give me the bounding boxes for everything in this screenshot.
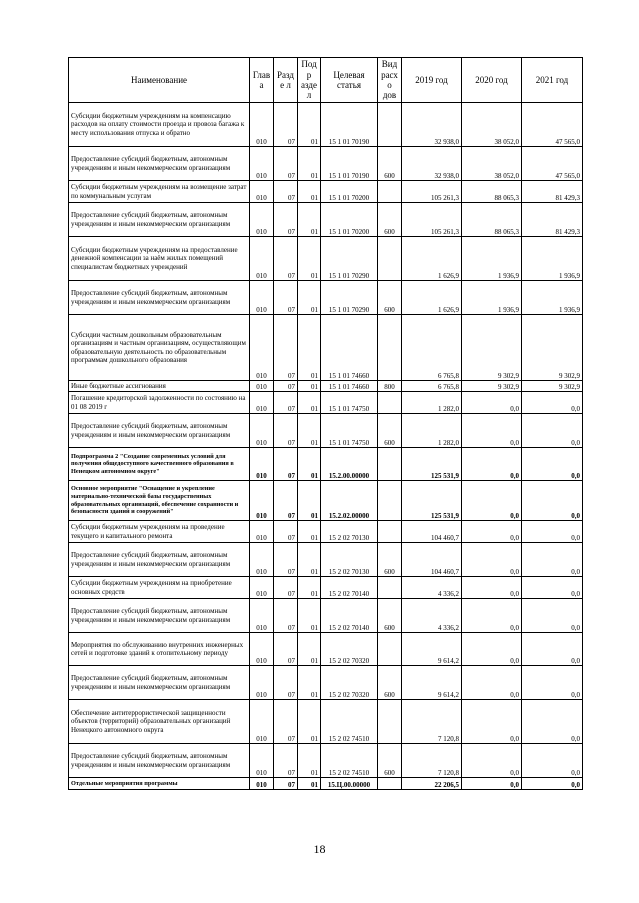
cell-y2019: 104 460,7 [402,543,462,577]
cell-y2019: 22 206,5 [402,778,462,790]
budget-table [68,57,583,790]
cell-y2019: 6 765,8 [402,381,462,392]
cell-y2021: 9 302,9 [522,315,583,381]
cell-type [378,103,402,147]
cell-target: 15.2.00.00000 [321,448,378,481]
cell-chapter: 010 [250,577,274,599]
cell-section: 07 [274,392,298,414]
cell-y2020: 0,0 [462,666,522,700]
cell-y2021: 0,0 [522,448,583,481]
cell-target: 15 1 01 74750 [321,392,378,414]
cell-y2019: 4 336,2 [402,599,462,633]
cell-y2019: 1 282,0 [402,392,462,414]
cell-type [378,392,402,414]
cell-y2019: 104 460,7 [402,521,462,543]
cell-y2021: 0,0 [522,599,583,633]
table-row [69,281,583,315]
cell-y2021: 0,0 [522,481,583,521]
cell-name: Предоставление субсидий бюджетным, автономным учреждениям и иным некоммерческим организациям [69,281,250,315]
cell-y2020: 0,0 [462,577,522,599]
cell-target: 15 2 02 70320 [321,666,378,700]
cell-y2021: 47 565,0 [522,147,583,181]
header-row [69,58,583,103]
cell-y2019: 7 120,8 [402,744,462,778]
cell-type [378,448,402,481]
header-section: Разде л [274,58,298,103]
cell-subsection: 01 [298,543,321,577]
cell-name: Предоставление субсидий бюджетным, автономным учреждениям и иным некоммерческим организациям [69,599,250,633]
table-row [69,147,583,181]
cell-target: 15 1 01 70290 [321,237,378,281]
cell-subsection: 01 [298,203,321,237]
cell-section: 07 [274,700,298,744]
cell-type: 600 [378,147,402,181]
cell-y2020: 0,0 [462,543,522,577]
cell-type: 600 [378,543,402,577]
cell-subsection: 01 [298,181,321,203]
table-row [69,315,583,381]
table-row [69,203,583,237]
header-type: Вид расхо дов [378,58,402,103]
cell-name: Субсидии бюджетным учреждениям на предоставление денежной компенсации за наём жилых помещений специалистам бюджетных учреждений [69,237,250,281]
cell-name: Предоставление субсидий бюджетным, автономным учреждениям и иным некоммерческим организациям [69,666,250,700]
cell-y2019: 9 614,2 [402,666,462,700]
cell-type [378,237,402,281]
cell-type: 600 [378,203,402,237]
cell-subsection: 01 [298,315,321,381]
cell-subsection: 01 [298,281,321,315]
cell-subsection: 01 [298,414,321,448]
cell-type [378,315,402,381]
cell-y2021: 0,0 [522,633,583,666]
cell-chapter: 010 [250,633,274,666]
cell-chapter: 010 [250,448,274,481]
cell-y2020: 9 302,9 [462,315,522,381]
cell-type [378,700,402,744]
cell-target: 15 1 01 74660 [321,381,378,392]
cell-y2021: 0,0 [522,543,583,577]
cell-y2021: 0,0 [522,414,583,448]
cell-y2019: 1 626,9 [402,281,462,315]
cell-y2020: 0,0 [462,414,522,448]
cell-section: 07 [274,577,298,599]
table-row [69,778,583,790]
cell-chapter: 010 [250,237,274,281]
cell-y2021: 1 936,9 [522,281,583,315]
cell-subsection: 01 [298,147,321,181]
cell-target: 15 2 02 74510 [321,700,378,744]
cell-subsection: 01 [298,577,321,599]
cell-subsection: 01 [298,778,321,790]
cell-type: 600 [378,281,402,315]
header-subsection: Подр аздел [298,58,321,103]
table-row [69,414,583,448]
cell-y2020: 0,0 [462,700,522,744]
cell-chapter: 010 [250,521,274,543]
cell-y2019: 7 120,8 [402,700,462,744]
cell-y2020: 1 936,9 [462,281,522,315]
cell-section: 07 [274,543,298,577]
cell-chapter: 010 [250,281,274,315]
cell-type [378,521,402,543]
table-row [69,237,583,281]
cell-name: Субсидии бюджетным учреждениям на возмещение затрат по коммунальным услугам [69,181,250,203]
cell-y2021: 47 565,0 [522,103,583,147]
cell-y2021: 9 302,9 [522,381,583,392]
cell-section: 07 [274,744,298,778]
cell-subsection: 01 [298,448,321,481]
cell-target: 15 2 02 70130 [321,543,378,577]
cell-type [378,633,402,666]
cell-chapter: 010 [250,381,274,392]
cell-y2019: 1 282,0 [402,414,462,448]
cell-subsection: 01 [298,392,321,414]
cell-type [378,181,402,203]
cell-y2021: 0,0 [522,778,583,790]
cell-target: 15 1 01 74660 [321,315,378,381]
cell-target: 15.Ц.00.00000 [321,778,378,790]
cell-section: 07 [274,103,298,147]
cell-y2020: 0,0 [462,599,522,633]
cell-y2020: 0,0 [462,481,522,521]
cell-y2021: 0,0 [522,744,583,778]
cell-y2020: 0,0 [462,392,522,414]
cell-subsection: 01 [298,700,321,744]
cell-y2020: 38 052,0 [462,103,522,147]
cell-y2019: 105 261,3 [402,181,462,203]
cell-name: Предоставление субсидий бюджетным, автономным учреждениям и иным некоммерческим организациям [69,147,250,181]
cell-section: 07 [274,448,298,481]
table-row [69,744,583,778]
cell-target: 15 2 02 70140 [321,577,378,599]
cell-subsection: 01 [298,666,321,700]
cell-y2021: 0,0 [522,392,583,414]
cell-subsection: 01 [298,237,321,281]
table-row [69,577,583,599]
cell-y2020: 0,0 [462,633,522,666]
cell-section: 07 [274,778,298,790]
cell-target: 15 2 02 74510 [321,744,378,778]
header-target: Целевая статья [321,58,378,103]
cell-section: 07 [274,666,298,700]
cell-name: Подпрограмма 2 "Создание современных условий для получения общедоступного качественного образования в Ненецком автономном округе" [69,448,250,481]
cell-y2020: 0,0 [462,448,522,481]
cell-y2019: 4 336,2 [402,577,462,599]
table-row [69,448,583,481]
cell-name: Мероприятия по обслуживанию внутренних инженерных сетей и подготовке зданий к отопительному периоду [69,633,250,666]
cell-chapter: 010 [250,599,274,633]
cell-type [378,778,402,790]
cell-target: 15 2 02 70320 [321,633,378,666]
cell-subsection: 01 [298,481,321,521]
cell-section: 07 [274,281,298,315]
cell-y2019: 1 626,9 [402,237,462,281]
cell-y2019: 9 614,2 [402,633,462,666]
table-row [69,381,583,392]
cell-section: 07 [274,147,298,181]
cell-section: 07 [274,599,298,633]
table-row [69,392,583,414]
cell-target: 15 1 01 70290 [321,281,378,315]
cell-y2020: 88 065,3 [462,203,522,237]
cell-chapter: 010 [250,147,274,181]
cell-section: 07 [274,315,298,381]
cell-target: 15.2.02.00000 [321,481,378,521]
cell-y2020: 88 065,3 [462,181,522,203]
cell-y2020: 1 936,9 [462,237,522,281]
cell-subsection: 01 [298,633,321,666]
header-name: Наименование [69,58,250,103]
cell-chapter: 010 [250,103,274,147]
cell-name: Погашение кредиторской задолженности по состоянию на 01 08 2019 г [69,392,250,414]
cell-name: Предоставление субсидий бюджетным, автономным учреждениям и иным некоммерческим организациям [69,543,250,577]
table-row [69,633,583,666]
cell-y2020: 0,0 [462,778,522,790]
cell-section: 07 [274,181,298,203]
cell-subsection: 01 [298,103,321,147]
cell-y2021: 81 429,3 [522,181,583,203]
cell-y2021: 0,0 [522,666,583,700]
cell-type: 600 [378,414,402,448]
cell-chapter: 010 [250,181,274,203]
cell-subsection: 01 [298,599,321,633]
cell-name: Основное мероприятие "Оснащение и укрепление материально-технической базы государственных образовательных организаций, обеспечение сохранности и безопасности зданий и сооружений" [69,481,250,521]
cell-name: Иные бюджетные ассигнования [69,381,250,392]
cell-subsection: 01 [298,381,321,392]
cell-name: Отдельные мероприятия программы [69,778,250,790]
cell-chapter: 010 [250,778,274,790]
cell-section: 07 [274,237,298,281]
table-row [69,103,583,147]
cell-y2019: 105 261,3 [402,203,462,237]
table-row [69,700,583,744]
table-row [69,521,583,543]
table-row [69,181,583,203]
cell-subsection: 01 [298,744,321,778]
cell-section: 07 [274,203,298,237]
cell-chapter: 010 [250,392,274,414]
table-body [69,103,583,790]
cell-chapter: 010 [250,414,274,448]
cell-subsection: 01 [298,521,321,543]
cell-name: Субсидии бюджетным учреждениям на приобретение основных средств [69,577,250,599]
cell-y2020: 9 302,9 [462,381,522,392]
cell-type: 600 [378,744,402,778]
cell-name: Субсидии бюджетным учреждениям на проведение текущего и капитального ремонта [69,521,250,543]
cell-chapter: 010 [250,700,274,744]
cell-y2021: 1 936,9 [522,237,583,281]
cell-y2019: 125 531,9 [402,448,462,481]
cell-type [378,577,402,599]
cell-type: 600 [378,666,402,700]
cell-y2019: 32 938,0 [402,103,462,147]
cell-name: Субсидии частным дошкольным образовательным организациям и частным организациям, осуществляющим образовательную деятельность по образовательным программам дошкольного образования [69,315,250,381]
cell-name: Предоставление субсидий бюджетным, автономным учреждениям и иным некоммерческим организациям [69,203,250,237]
cell-y2019: 32 938,0 [402,147,462,181]
cell-y2021: 0,0 [522,521,583,543]
cell-target: 15 1 01 74750 [321,414,378,448]
cell-name: Предоставление субсидий бюджетным, автономным учреждениям и иным некоммерческим организациям [69,414,250,448]
cell-chapter: 010 [250,666,274,700]
cell-type: 600 [378,599,402,633]
cell-section: 07 [274,521,298,543]
cell-chapter: 010 [250,203,274,237]
cell-y2019: 6 765,8 [402,315,462,381]
cell-y2021: 0,0 [522,577,583,599]
cell-target: 15 1 01 70200 [321,181,378,203]
header-2020: 2020 год [462,58,522,103]
header-2021: 2021 год [522,58,583,103]
cell-y2020: 38 052,0 [462,147,522,181]
cell-y2021: 81 429,3 [522,203,583,237]
cell-target: 15 2 02 70140 [321,599,378,633]
cell-section: 07 [274,414,298,448]
cell-target: 15 1 01 70200 [321,203,378,237]
cell-type: 800 [378,381,402,392]
cell-target: 15 1 01 70190 [321,103,378,147]
table-row [69,481,583,521]
cell-chapter: 010 [250,543,274,577]
page-number: 18 [313,842,326,856]
cell-section: 07 [274,381,298,392]
header-2019: 2019 год [402,58,462,103]
cell-name: Предоставление субсидий бюджетным, автономным учреждениям и иным некоммерческим организациям [69,744,250,778]
cell-name: Обеспечение антитеррористической защищенности объектов (территорий) образовательных организаций Ненецкого автономного округа [69,700,250,744]
cell-y2021: 0,0 [522,700,583,744]
cell-chapter: 010 [250,744,274,778]
cell-y2020: 0,0 [462,744,522,778]
cell-y2019: 125 531,9 [402,481,462,521]
cell-section: 07 [274,633,298,666]
table-row [69,666,583,700]
cell-type [378,481,402,521]
cell-section: 07 [274,481,298,521]
cell-name: Субсидии бюджетным учреждениям на компенсацию расходов на оплату стоимости проезда и провоза багажа к месту использования отпуска и обратно [69,103,250,147]
cell-chapter: 010 [250,315,274,381]
cell-chapter: 010 [250,481,274,521]
cell-target: 15 1 01 70190 [321,147,378,181]
cell-y2020: 0,0 [462,521,522,543]
table-row [69,543,583,577]
cell-target: 15 2 02 70130 [321,521,378,543]
table-row [69,599,583,633]
header-chapter: Глав а [250,58,274,103]
